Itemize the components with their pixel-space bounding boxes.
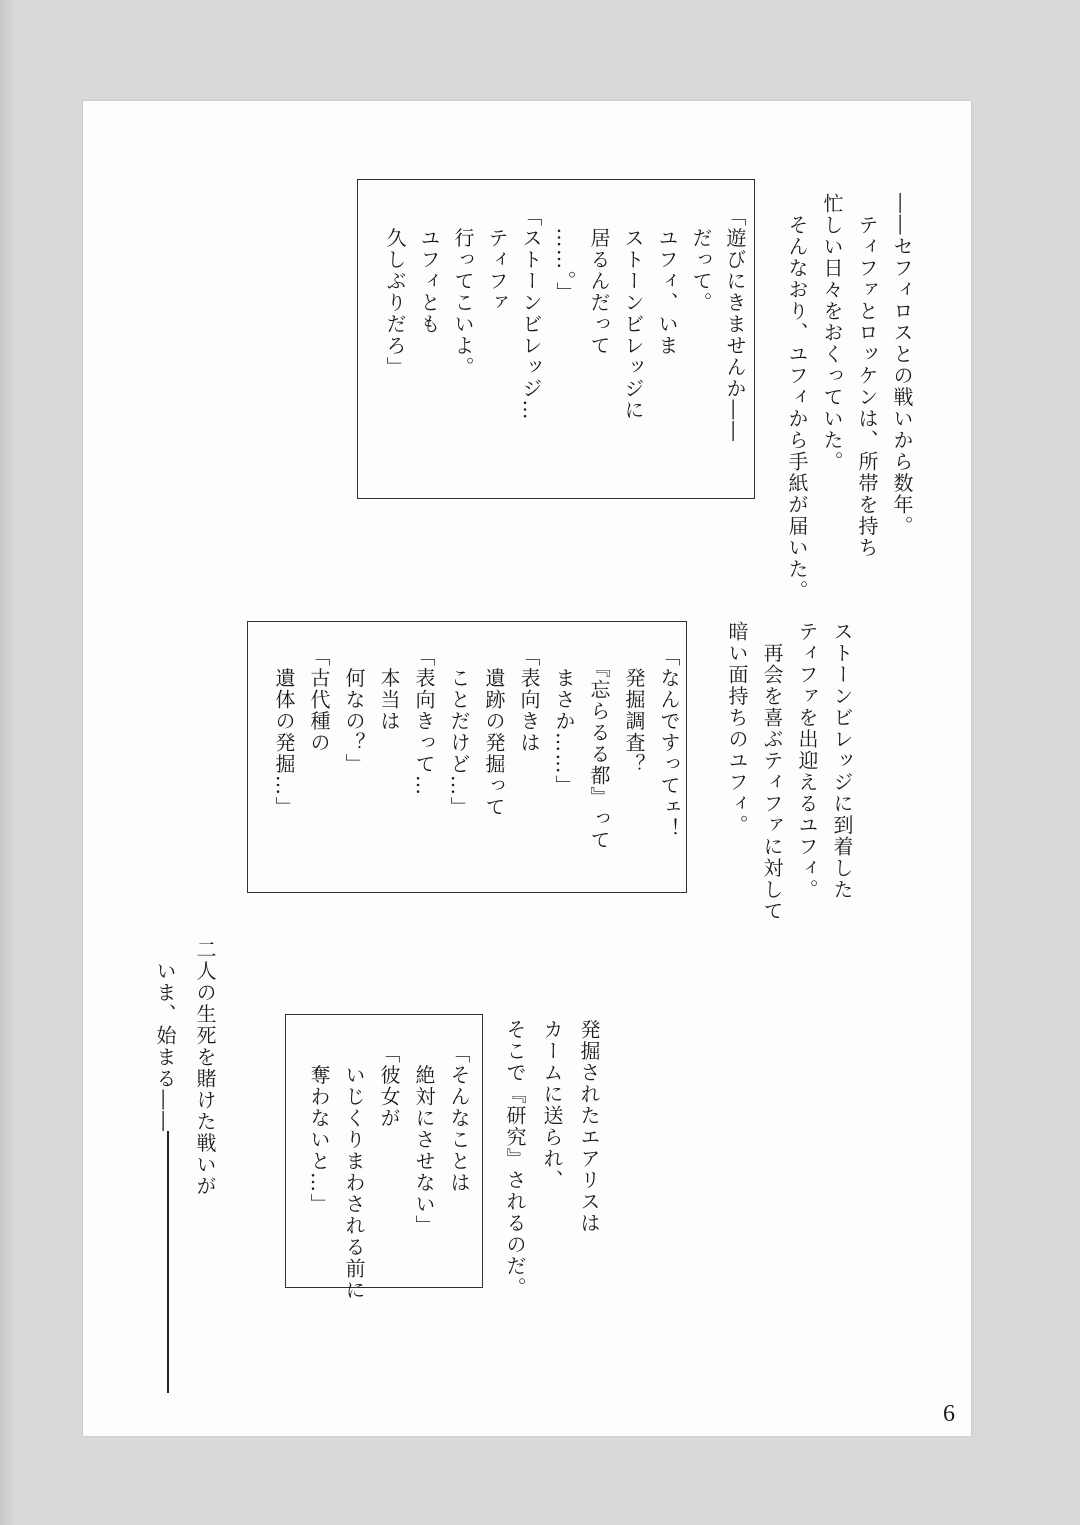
narration-line: 暗い面持ちのユフィ。 bbox=[725, 621, 749, 836]
letter-dialogue-box bbox=[357, 179, 755, 499]
dialogue-line: 『忘らるる都』って bbox=[587, 646, 611, 851]
dialogue-line: だって。 bbox=[689, 206, 713, 314]
dialogue-line: 「表向きって… bbox=[412, 646, 436, 797]
narration-aeris bbox=[496, 1019, 607, 1299]
dialogue-line: 「ストーンビレッジ… bbox=[519, 206, 543, 421]
narration-line: ――セフィロスとの戦いから数年。 bbox=[890, 193, 914, 537]
narration-line: 再会を喜ぶティファに対して bbox=[760, 621, 784, 922]
narration-intro bbox=[779, 193, 919, 673]
dialogue-line: ユフィ、いま bbox=[655, 206, 679, 357]
dialogue-line: 「そんなことは bbox=[447, 1043, 471, 1194]
narration-line: 忙しい日々をおくっていた。 bbox=[820, 193, 844, 473]
narration-finale bbox=[145, 939, 225, 1239]
dialogue-line: 「表向きは bbox=[517, 646, 541, 754]
dialogue-line: 発掘調査？ bbox=[622, 646, 646, 775]
dialogue-line: 居るんだって bbox=[587, 206, 611, 357]
dialogue-line: 絶対にさせない」 bbox=[412, 1043, 436, 1237]
dialogue-line: 久しぶりだろ」 bbox=[383, 206, 407, 378]
dialogue-line: いじくりまわされる前に bbox=[342, 1043, 366, 1301]
excavation-dialogue-text bbox=[266, 646, 686, 886]
dialogue-line: 「古代種の bbox=[307, 646, 331, 754]
narration-line: カームに送られ、 bbox=[540, 1019, 564, 1191]
scan-edge bbox=[0, 0, 18, 1525]
narration-line: そこで『研究』されるのだ。 bbox=[503, 1019, 527, 1299]
resolve-dialogue-box bbox=[285, 1014, 483, 1301]
narration-line: ティファを出迎えるユフィ。 bbox=[795, 621, 819, 901]
dialogue-line: ストーンビレッジに bbox=[621, 206, 645, 421]
page-number: 6 bbox=[943, 1401, 955, 1427]
excavation-dialogue-box bbox=[247, 621, 687, 893]
dialogue-line: 何なの？」 bbox=[342, 646, 366, 775]
dialogue-line: ことだけど…」 bbox=[447, 646, 471, 818]
letter-dialogue-text bbox=[378, 206, 752, 486]
finale-dash-line bbox=[167, 1131, 169, 1393]
dialogue-line: 本当は bbox=[377, 646, 401, 732]
narration-line: ストーンビレッジに到着した bbox=[830, 621, 854, 901]
narration-line: ティファとロッケンは、所帯を持ち bbox=[855, 193, 879, 559]
dialogue-line: 遺跡の発掘って bbox=[482, 646, 506, 818]
dialogue-line: まさか……」 bbox=[552, 646, 576, 797]
resolve-dialogue-text bbox=[301, 1043, 476, 1301]
dialogue-line: ティファ bbox=[485, 206, 509, 314]
dialogue-line: ユフィとも bbox=[417, 206, 441, 335]
dialogue-line: 「なんですってェ！ bbox=[657, 646, 681, 840]
document-page bbox=[83, 101, 971, 1436]
narration-line: 発掘されたエアリスは bbox=[577, 1019, 601, 1234]
narration-line: いま、始まる―― bbox=[153, 939, 177, 1133]
dialogue-line: 行ってこいよ。 bbox=[451, 206, 475, 378]
dialogue-line: 遺体の発掘…」 bbox=[272, 646, 296, 818]
dialogue-line: 「彼女が bbox=[377, 1043, 401, 1129]
narration-line: そんなおり、ユフィから手紙が届いた。 bbox=[785, 193, 809, 602]
narration-arrival bbox=[719, 621, 859, 921]
dialogue-line: 「遊びにきませんか―― bbox=[723, 206, 747, 443]
dialogue-line: ……。」 bbox=[553, 206, 577, 304]
dialogue-line: 奪わないと…」 bbox=[307, 1043, 331, 1215]
narration-line: 二人の生死を賭けた戦いが bbox=[193, 939, 217, 1197]
